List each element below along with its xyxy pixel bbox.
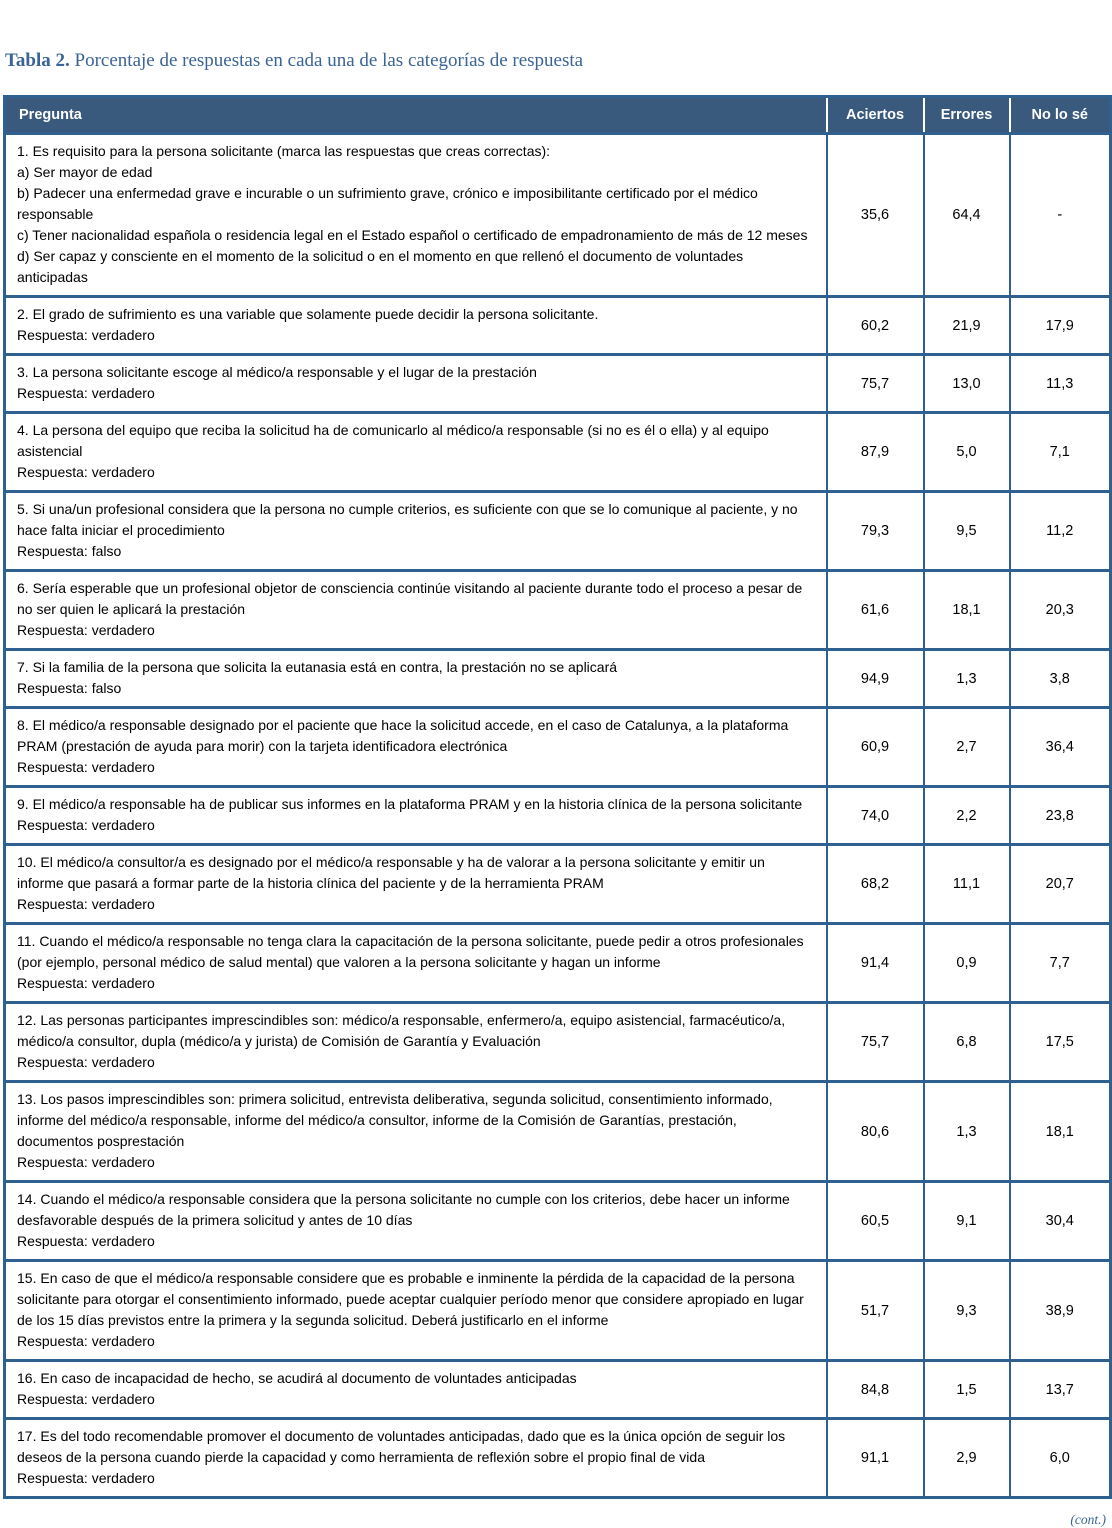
question-line: 6. Sería esperable que un profesional objetor de consciencia continúe visitando al paciente durante todo el proceso a pesar de no ser quien le aplicará la prestación bbox=[17, 580, 803, 617]
errores-cell: 2,7 bbox=[924, 708, 1010, 787]
aciertos-cell: 75,7 bbox=[827, 1003, 924, 1082]
respuesta-line: Respuesta: verdadero bbox=[17, 1470, 155, 1486]
respuesta-line: Respuesta: verdadero bbox=[17, 759, 155, 775]
errores-cell: 11,1 bbox=[924, 845, 1010, 924]
table-row bbox=[5, 355, 1111, 413]
question-cell bbox=[5, 134, 827, 297]
question-line: 16. En caso de incapacidad de hecho, se acudirá al documento de voluntades anticipadas bbox=[17, 1370, 577, 1386]
aciertos-cell: 35,6 bbox=[827, 134, 924, 297]
no-lo-se-cell: 17,5 bbox=[1010, 1003, 1111, 1082]
aciertos-cell: 60,2 bbox=[827, 297, 924, 355]
aciertos-cell: 68,2 bbox=[827, 845, 924, 924]
no-lo-se-cell: 7,7 bbox=[1010, 924, 1111, 1003]
question-cell bbox=[5, 1261, 827, 1361]
errores-cell: 64,4 bbox=[924, 134, 1010, 297]
respuesta-line: Respuesta: verdadero bbox=[17, 385, 155, 401]
errores-cell: 2,2 bbox=[924, 787, 1010, 845]
question-cell bbox=[5, 1419, 827, 1498]
question-cell bbox=[5, 1182, 827, 1261]
header-row bbox=[5, 97, 1111, 134]
question-line: 8. El médico/a responsable designado por el paciente que hace la solicitud accede, en el caso de Catalunya, a la plataforma PRAM (prestación de ayuda para morir) con la tarjeta identificadora electrónica bbox=[17, 717, 789, 754]
question-line: 4. La persona del equipo que reciba la solicitud ha de comunicarlo al médico/a responsable (si no es él o ella) y al equipo asistencial bbox=[17, 422, 769, 459]
question-cell bbox=[5, 787, 827, 845]
aciertos-cell: 61,6 bbox=[827, 571, 924, 650]
continuation-note: (cont.) bbox=[1070, 1512, 1106, 1527]
question-line: 12. Las personas participantes imprescindibles son: médico/a responsable, enfermero/a, equipo asistencial, farmacéutico/a, médico/a consultor, dupla (médico/a y jurista) de Comisión de Garantía y Evaluación bbox=[17, 1012, 786, 1049]
table-row bbox=[5, 1261, 1111, 1361]
question-cell bbox=[5, 492, 827, 571]
no-lo-se-cell: 23,8 bbox=[1010, 787, 1111, 845]
header-cell-no-lo-se: No lo sé bbox=[1010, 97, 1111, 134]
aciertos-cell: 94,9 bbox=[827, 650, 924, 708]
no-lo-se-cell: - bbox=[1010, 134, 1111, 297]
no-lo-se-cell: 20,7 bbox=[1010, 845, 1111, 924]
header-cell-pregunta: Pregunta bbox=[5, 97, 827, 134]
question-line: 3. La persona solicitante escoge al médico/a responsable y el lugar de la prestación bbox=[17, 364, 537, 380]
errores-cell: 18,1 bbox=[924, 571, 1010, 650]
aciertos-cell: 60,9 bbox=[827, 708, 924, 787]
errores-cell: 13,0 bbox=[924, 355, 1010, 413]
errores-cell: 1,3 bbox=[924, 1082, 1010, 1182]
table-row bbox=[5, 1082, 1111, 1182]
aciertos-cell: 51,7 bbox=[827, 1261, 924, 1361]
table-row bbox=[5, 924, 1111, 1003]
no-lo-se-cell: 30,4 bbox=[1010, 1182, 1111, 1261]
table-row bbox=[5, 1003, 1111, 1082]
table-caption bbox=[5, 50, 1109, 72]
question-cell bbox=[5, 297, 827, 355]
errores-cell: 9,3 bbox=[924, 1261, 1010, 1361]
no-lo-se-cell: 6,0 bbox=[1010, 1419, 1111, 1498]
no-lo-se-cell: 36,4 bbox=[1010, 708, 1111, 787]
question-cell bbox=[5, 413, 827, 492]
respuesta-line: Respuesta: verdadero bbox=[17, 896, 155, 912]
table-row bbox=[5, 787, 1111, 845]
question-cell bbox=[5, 1361, 827, 1419]
question-line: b) Padecer una enfermedad grave e incurable o un sufrimiento grave, crónico e imposibilitante certificado por el médico responsable bbox=[17, 185, 758, 222]
question-line: 1. Es requisito para la persona solicitante (marca las respuestas que creas correctas): bbox=[17, 143, 551, 159]
errores-cell: 1,3 bbox=[924, 650, 1010, 708]
respuesta-line: Respuesta: verdadero bbox=[17, 1054, 155, 1070]
question-line: 15. En caso de que el médico/a responsable considere que es probable e inminente la pérdida de la capacidad de la persona solicitante para otorgar el consentimiento informado, puede aceptar cualquier período menor que considere apropiado en lugar de los 15 días previstos entre la primera y la segunda solicitud. Deberá justificarlo en el informe bbox=[17, 1270, 804, 1328]
question-cell bbox=[5, 1003, 827, 1082]
respuesta-line: Respuesta: verdadero bbox=[17, 1391, 155, 1407]
no-lo-se-cell: 13,7 bbox=[1010, 1361, 1111, 1419]
respuesta-line: Respuesta: verdadero bbox=[17, 1333, 155, 1349]
header-cell-errores: Errores bbox=[924, 97, 1010, 134]
no-lo-se-cell: 11,3 bbox=[1010, 355, 1111, 413]
errores-cell: 5,0 bbox=[924, 413, 1010, 492]
question-line: 13. Los pasos imprescindibles son: primera solicitud, entrevista deliberativa, segunda solicitud, consentimiento informado, informe del médico/a responsable, informe del médico/a consultor, informe de la Comisión de Garantías, prestación, documentos posprestación bbox=[17, 1091, 773, 1149]
aciertos-cell: 74,0 bbox=[827, 787, 924, 845]
question-line: 5. Si una/un profesional considera que la persona no cumple criterios, es suficiente con que se lo comunique al paciente, y no hace falta iniciar el procedimiento bbox=[17, 501, 798, 538]
respuesta-line: Respuesta: falso bbox=[17, 680, 122, 696]
question-line: 7. Si la familia de la persona que solicita la eutanasia está en contra, la prestación no se aplicará bbox=[17, 659, 618, 675]
table-caption-label: Tabla 2. bbox=[5, 50, 70, 71]
aciertos-cell: 80,6 bbox=[827, 1082, 924, 1182]
question-line: 9. El médico/a responsable ha de publicar sus informes en la plataforma PRAM y en la historia clínica de la persona solicitante bbox=[17, 796, 803, 812]
question-line: 10. El médico/a consultor/a es designado por el médico/a responsable y ha de valorar a la persona solicitante y emitir un informe que pasará a formar parte de la historia clínica del paciente y de la herramienta PRAM bbox=[17, 854, 765, 891]
errores-cell: 21,9 bbox=[924, 297, 1010, 355]
respuesta-line: Respuesta: verdadero bbox=[17, 622, 155, 638]
errores-cell: 6,8 bbox=[924, 1003, 1010, 1082]
question-line: d) Ser capaz y consciente en el momento de la solicitud o en el momento en que rellenó el documento de voluntades anticipadas bbox=[17, 248, 744, 285]
aciertos-cell: 60,5 bbox=[827, 1182, 924, 1261]
question-cell bbox=[5, 708, 827, 787]
errores-cell: 2,9 bbox=[924, 1419, 1010, 1498]
errores-cell: 0,9 bbox=[924, 924, 1010, 1003]
table-row bbox=[5, 1361, 1111, 1419]
question-cell bbox=[5, 355, 827, 413]
respuesta-line: Respuesta: verdadero bbox=[17, 464, 155, 480]
errores-cell: 1,5 bbox=[924, 1361, 1010, 1419]
aciertos-cell: 79,3 bbox=[827, 492, 924, 571]
aciertos-cell: 91,4 bbox=[827, 924, 924, 1003]
question-line: 17. Es del todo recomendable promover el documento de voluntades anticipadas, dado que es la única opción de seguir los deseos de la persona cuando pierde la capacidad y como herramienta de reflexión sobre el propio final de vida bbox=[17, 1428, 786, 1465]
respuesta-line: Respuesta: verdadero bbox=[17, 817, 155, 833]
table-row bbox=[5, 134, 1111, 297]
table-row bbox=[5, 845, 1111, 924]
table-row bbox=[5, 297, 1111, 355]
no-lo-se-cell: 17,9 bbox=[1010, 297, 1111, 355]
aciertos-cell: 84,8 bbox=[827, 1361, 924, 1419]
no-lo-se-cell: 3,8 bbox=[1010, 650, 1111, 708]
no-lo-se-cell: 38,9 bbox=[1010, 1261, 1111, 1361]
aciertos-cell: 75,7 bbox=[827, 355, 924, 413]
table-row bbox=[5, 1419, 1111, 1498]
table-row bbox=[5, 492, 1111, 571]
question-line: c) Tener nacionalidad española o residencia legal en el Estado español o certificado de empadronamiento de más de 12 meses bbox=[17, 227, 808, 243]
aciertos-cell: 87,9 bbox=[827, 413, 924, 492]
question-line: 2. El grado de sufrimiento es una variable que solamente puede decidir la persona solicitante. bbox=[17, 306, 599, 322]
results-table bbox=[3, 95, 1112, 1499]
question-cell bbox=[5, 1082, 827, 1182]
question-cell bbox=[5, 650, 827, 708]
question-line: a) Ser mayor de edad bbox=[17, 164, 153, 180]
header-cell-aciertos: Aciertos bbox=[827, 97, 924, 134]
respuesta-line: Respuesta: verdadero bbox=[17, 1233, 155, 1249]
errores-cell: 9,5 bbox=[924, 492, 1010, 571]
respuesta-line: Respuesta: verdadero bbox=[17, 327, 155, 343]
table-caption-text: Porcentaje de respuestas en cada una de las categorías de respuesta bbox=[74, 50, 584, 71]
no-lo-se-cell: 18,1 bbox=[1010, 1082, 1111, 1182]
table-row bbox=[5, 1182, 1111, 1261]
respuesta-line: Respuesta: falso bbox=[17, 543, 122, 559]
question-line: 14. Cuando el médico/a responsable considera que la persona solicitante no cumple con los criterios, debe hacer un informe desfavorable después de la primera solicitud y antes de 10 días bbox=[17, 1191, 790, 1228]
aciertos-cell: 91,1 bbox=[827, 1419, 924, 1498]
respuesta-line: Respuesta: verdadero bbox=[17, 1154, 155, 1170]
respuesta-line: Respuesta: verdadero bbox=[17, 975, 155, 991]
errores-cell: 9,1 bbox=[924, 1182, 1010, 1261]
no-lo-se-cell: 7,1 bbox=[1010, 413, 1111, 492]
no-lo-se-cell: 11,2 bbox=[1010, 492, 1111, 571]
question-cell bbox=[5, 924, 827, 1003]
table-row bbox=[5, 650, 1111, 708]
question-cell bbox=[5, 845, 827, 924]
question-cell bbox=[5, 571, 827, 650]
table-row bbox=[5, 571, 1111, 650]
table-row bbox=[5, 413, 1111, 492]
table-row bbox=[5, 708, 1111, 787]
no-lo-se-cell: 20,3 bbox=[1010, 571, 1111, 650]
question-line: 11. Cuando el médico/a responsable no tenga clara la capacitación de la persona solicitante, puede pedir a otros profesionales (por ejemplo, personal médico de salud mental) que valoren a la persona solicitante y hagan un informe bbox=[17, 933, 804, 970]
